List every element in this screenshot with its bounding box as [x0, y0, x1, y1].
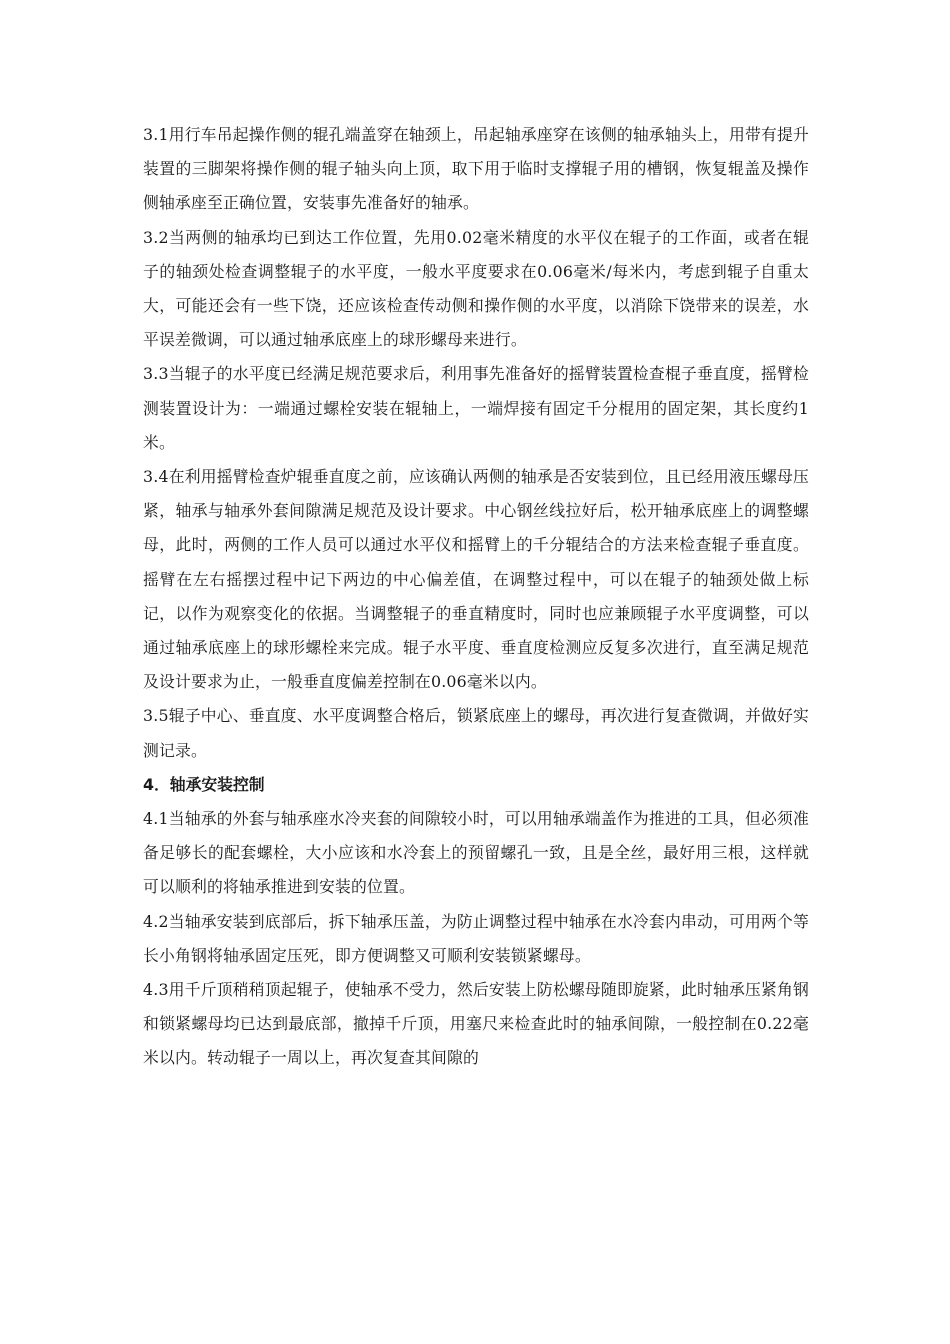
paragraph-4-3: 4.3用千斤顶稍稍顶起辊子，使轴承不受力，然后安装上防松螺母随即旋紧，此时轴承压紧角钢和锁紧螺母均已达到最底部，撤掉千斤顶，用塞尺来检查此时的轴承间隙，一般控制在0.22毫米以内。转动辊子一周以上，再次复查其间隙的 [143, 980, 809, 1068]
paragraph-3-3: 3.3当辊子的水平度已经满足规范要求后，利用事先准备好的摇臂装置检查棍子垂直度，摇臂检测装置设计为：一端通过螺栓安装在辊轴上，一端焊接有固定千分棍用的固定架，其长度约1米。 [143, 364, 809, 452]
paragraph-3-1: 3.1用行车吊起操作侧的辊孔端盖穿在轴颈上，吊起轴承座穿在该侧的轴承轴头上，用带有提升装置的三脚架将操作侧的辊子轴头向上顶，取下用于临时支撑辊子用的槽钢，恢复辊盖及操作侧轴承座至正确位置，安装事先准备好的轴承。 [143, 125, 809, 213]
paragraph-3-5: 3.5辊子中心、垂直度、水平度调整合格后，锁紧底座上的螺母，再次进行复查微调，并做好实测记录。 [143, 706, 809, 760]
paragraph-4-2: 4.2当轴承安装到底部后，拆下轴承压盖，为防止调整过程中轴承在水冷套内串动，可用两个等长小角钢将轴承固定压死，即方便调整又可顺利安装锁紧螺母。 [143, 911, 809, 965]
paragraph-3-4: 3.4在利用摇臂检查炉辊垂直度之前，应该确认两侧的轴承是否安装到位，且已经用液压螺母压紧，轴承与轴承外套间隙满足规范及设计要求。中心钢丝线拉好后，松开轴承底座上的调整螺母，此时，两侧的工作人员可以通过水平仪和摇臂上的千分辊结合的方法来检查辊子垂直度。摇臂在左右摇摆过程中记下两边的中心偏差值，在调整过程中，可以在辊子的轴颈处做上标记，以作为观察变化的依据。当调整辊子的垂直精度时，同时也应兼顾辊子水平度调整，可以通过轴承底座上的球形螺栓来完成。辊子水平度、垂直度检测应反复多次进行，直至满足规范及设计要求为止，一般垂直度偏差控制在0.06毫米以内。 [143, 467, 809, 692]
paragraph-3-2: 3.2当两侧的轴承均已到达工作位置，先用0.02毫米精度的水平仪在辊子的工作面，或者在辊子的轴颈处检查调整辊子的水平度，一般水平度要求在0.06毫米/每米内，考虑到辊子自重太大，可能还会有一些下饶，还应该检查传动侧和操作侧的水平度，以消除下饶带来的误差，水平误差微调，可以通过轴承底座上的球形螺母来进行。 [143, 227, 809, 350]
document-body [143, 118, 809, 1076]
paragraph-4-1: 4.1当轴承的外套与轴承座水冷夹套的间隙较小时，可以用轴承端盖作为推进的工具，但必须准备足够长的配套螺栓，大小应该和水冷套上的预留螺孔一致，且是全丝，最好用三根，这样就可以顺利的将轴承推进到安装的位置。 [143, 809, 809, 897]
section-heading-4: 4．轴承安装控制 [143, 774, 265, 794]
